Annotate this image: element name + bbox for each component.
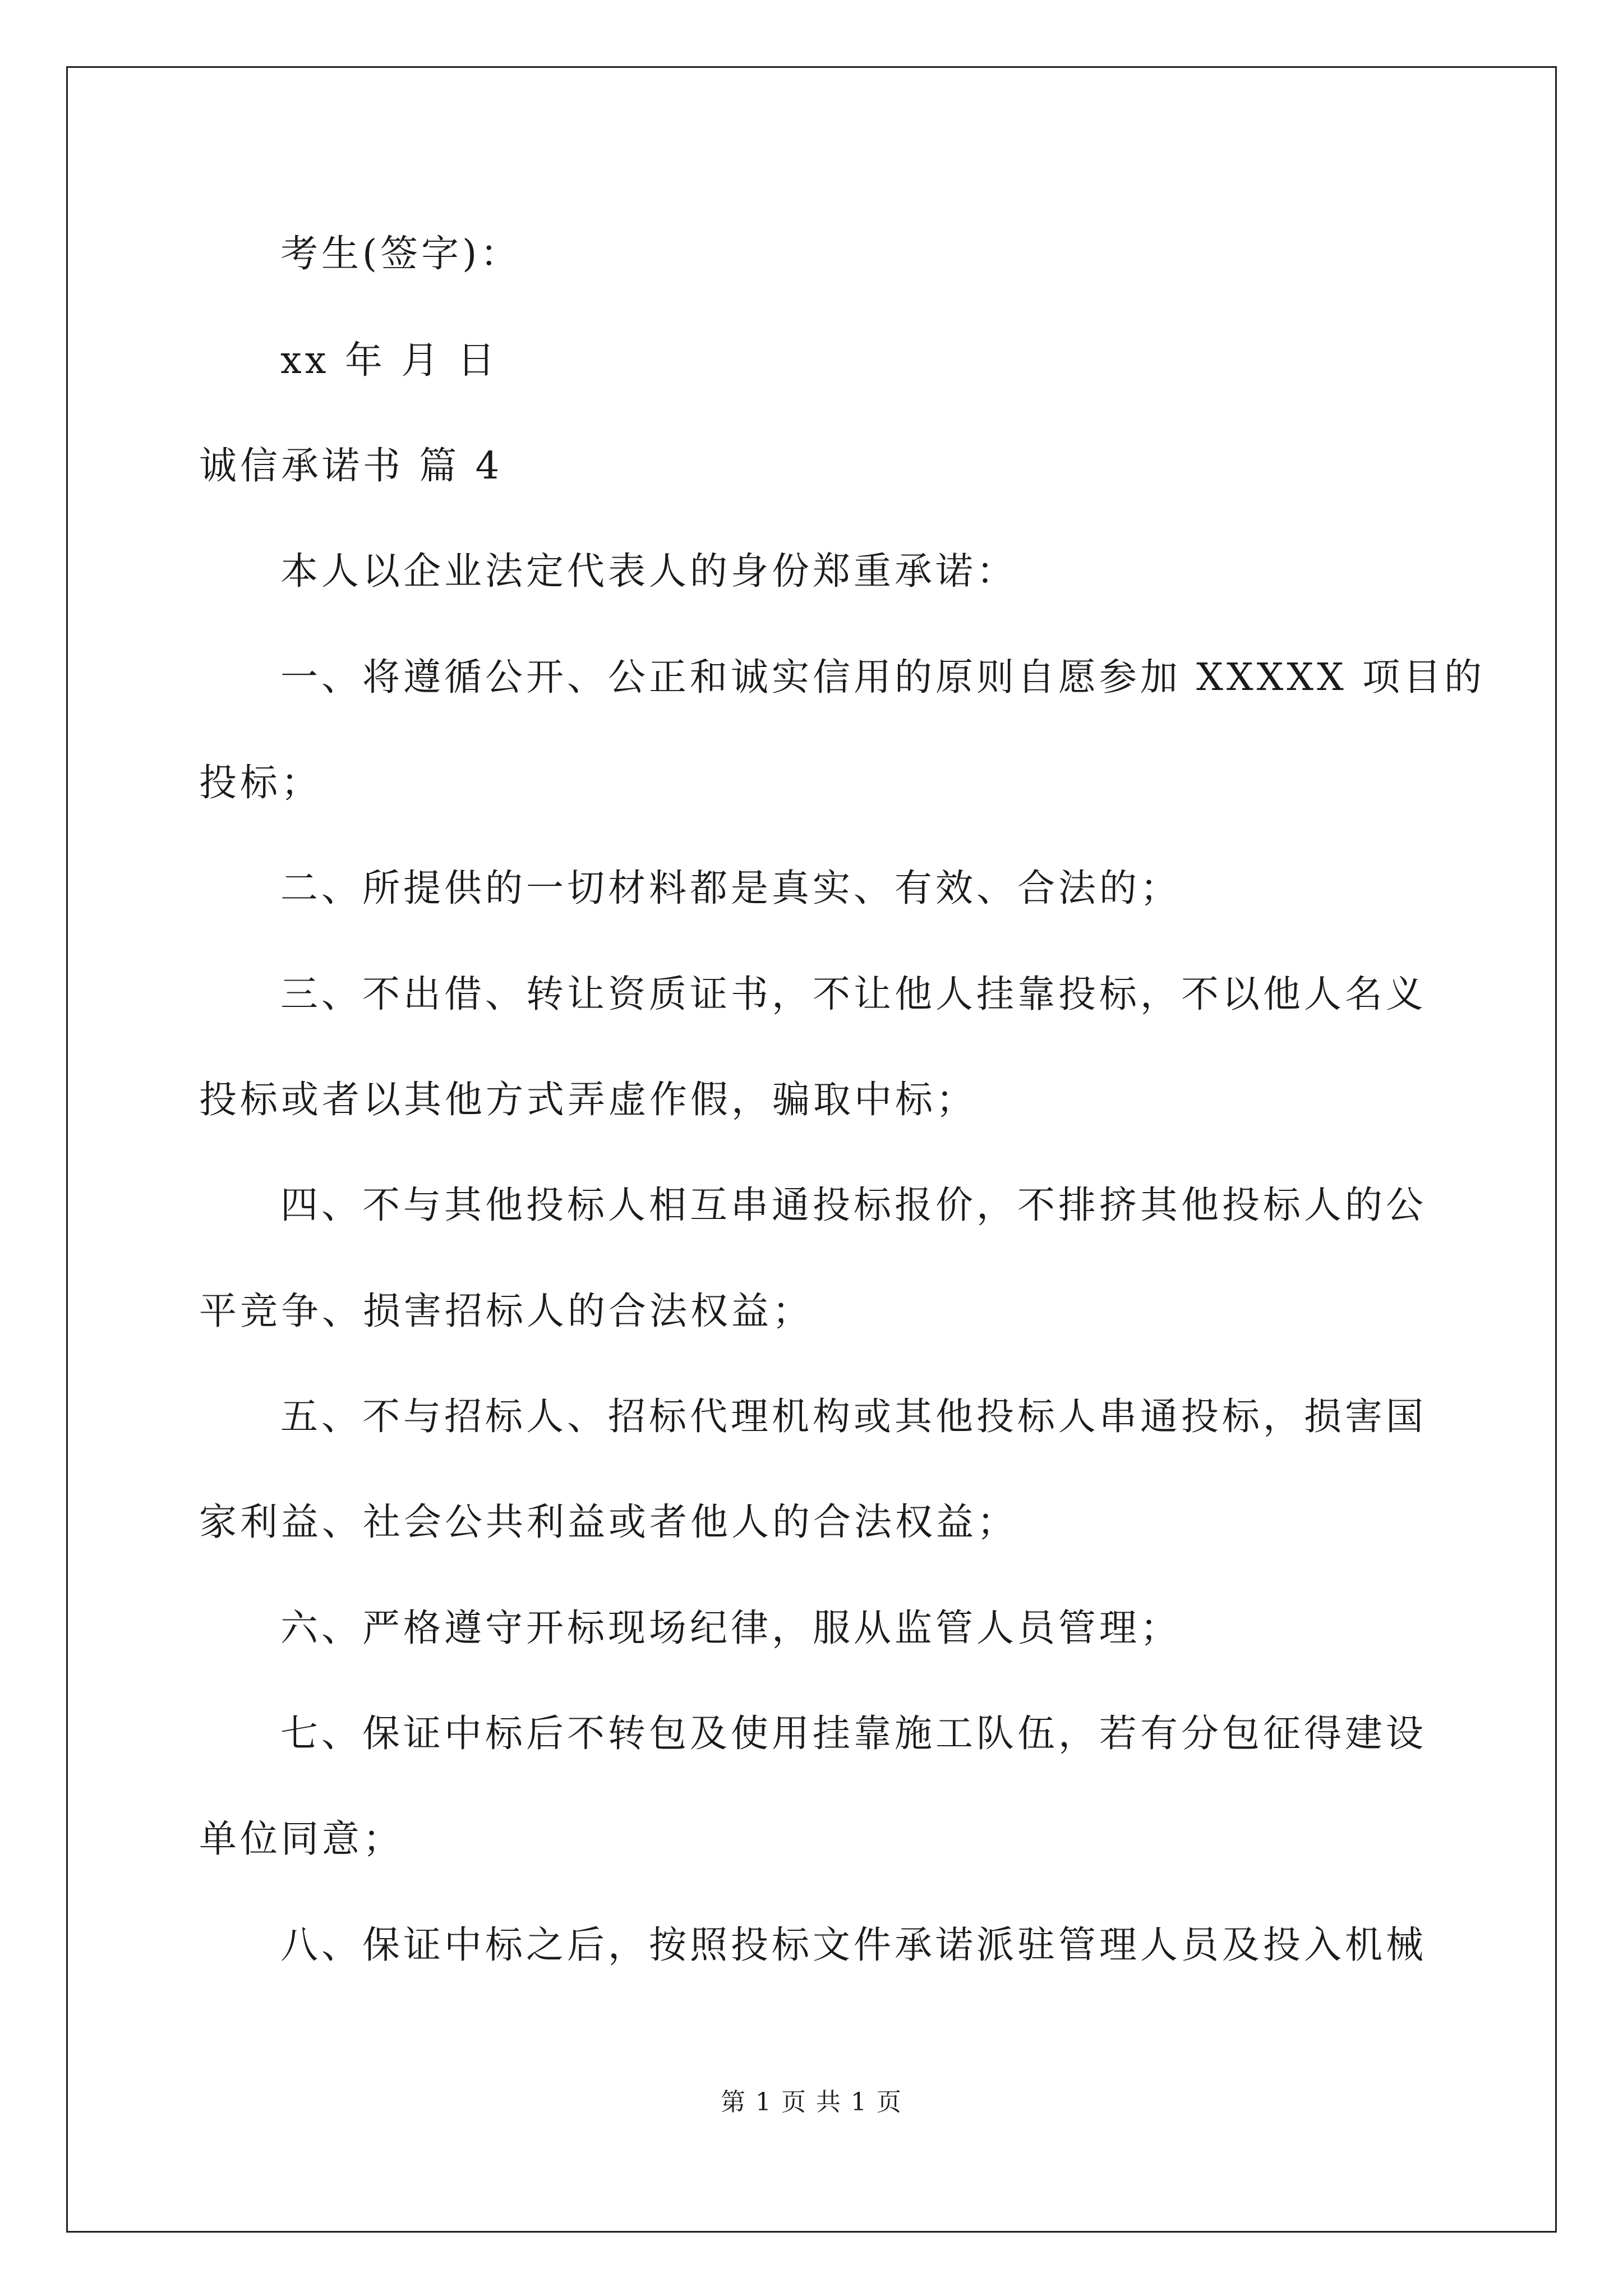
paragraph-line: 投标； [199,761,322,804]
section-heading: 诚信承诺书 篇 4 [199,444,503,487]
paragraph-line: 家利益、社会公共利益或者他人的合法权益； [199,1500,1018,1544]
page-footer: 第 1 页 共 1 页 [721,2088,902,2116]
paragraph-line: 六、严格遵守开标现场纪律，服从监管人员管理； [280,1606,1181,1650]
paragraph-line: 投标或者以其他方式弄虚作假，骗取中标； [199,1078,977,1121]
paragraph-line: 一、将遵循公开、公正和诚实信用的原则自愿参加 XXXXX 项目的 [280,655,1486,699]
page-border [66,66,1557,2233]
paragraph-line: 单位同意； [199,1817,404,1861]
paragraph-line: 三、不出借、转让资质证书，不让他人挂靠投标，不以他人名义 [280,972,1427,1016]
date-line: xx 年 月 日 [280,338,499,382]
paragraph-line: 平竞争、损害招标人的合法权益； [199,1289,813,1333]
signature-line: 考生(签字)： [280,232,522,275]
paragraph-line: 七、保证中标后不转包及使用挂靠施工队伍，若有分包征得建设 [280,1711,1427,1755]
paragraph-line: 二、所提供的一切材料都是真实、有效、合法的； [280,866,1181,910]
paragraph-line: 五、不与招标人、招标代理机构或其他投标人串通投标，损害国 [280,1395,1427,1438]
paragraph-line: 本人以企业法定代表人的身份郑重承诺： [280,549,1017,593]
paragraph-line: 八、保证中标之后，按照投标文件承诺派驻管理人员及投入机械 [280,1923,1427,1967]
paragraph-line: 四、不与其他投标人相互串通投标报价，不排挤其他投标人的公 [280,1183,1427,1227]
